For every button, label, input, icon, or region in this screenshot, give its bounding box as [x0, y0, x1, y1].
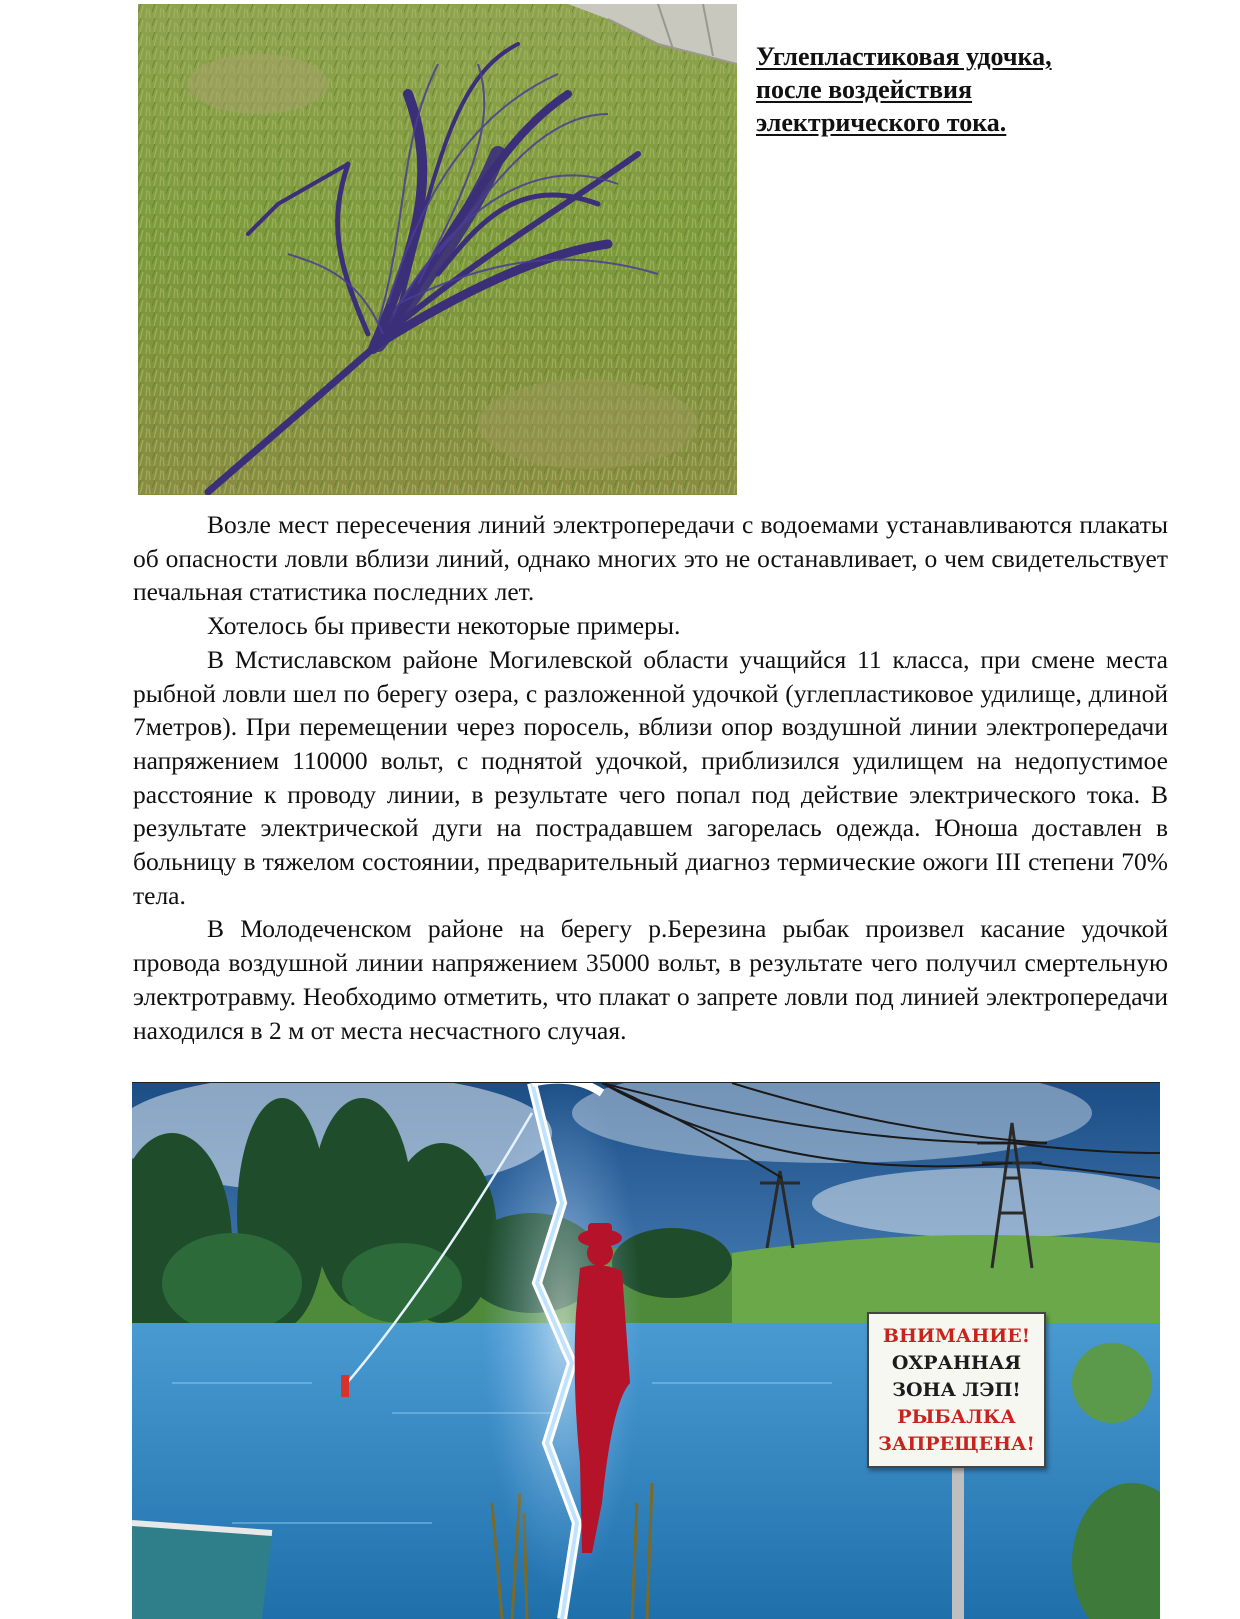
sign-line-2: ОХРАННАЯ	[891, 1352, 1022, 1374]
caption-line-1: Углепластиковая удочка,	[756, 42, 1052, 71]
photo-caption	[756, 40, 1156, 139]
burnt-rod-photo	[138, 4, 737, 495]
article-text	[133, 508, 1168, 1047]
sign-line-4: РЫБАЛКА	[897, 1406, 1016, 1428]
paragraph: В Мстиславском районе Могилевской области учащийся 11 класса, при смене места рыбной ловли шел по берегу озера, с разложенной удочкой (углепластиковое удилище, длиной 7метров). При перемещении через поросель, вблизи опор воздушной линии электропередачи напряжением 110000 вольт, с поднятой удочкой, приблизился удилищем на недопустимое расстояние к проводу линии, в результате чего попал под действие электрического тока. В результате электрической дуги на пострадавшем загорелась одежда. Юноша доставлен в больницу в тяжелом состоянии, предварительный диагноз термические ожоги III степени 70% тела.	[133, 644, 1168, 910]
caption-line-2: после воздействия	[756, 75, 973, 104]
paragraph: Возле мест пересечения линий электропередачи с водоемами устанавливаются плакаты об опасности ловли вблизи линий, однако многих это не останавливает, о чем свидетельствует печальная статистика последних лет.	[133, 510, 1168, 607]
warning-illustration	[132, 1082, 1160, 1619]
sign-line-5: ЗАПРЕЩЕНА!	[878, 1433, 1035, 1455]
warning-sign	[867, 1312, 1046, 1468]
paragraph: Хотелось бы привести некоторые примеры.	[207, 611, 681, 641]
paragraph: В Молодеченском районе на берегу р.Березина рыбак произвел касание удочкой провода воздушной линии напряжением 35000 вольт, в результате чего получил смертельную электротравму. Необходимо отметить, что плакат о запрете ловли под линией электропередачи находился в 2 м от места несчастного случая.	[133, 914, 1168, 1045]
sign-line-1: ВНИМАНИЕ!	[882, 1325, 1031, 1347]
caption-line-3: электрического тока.	[756, 108, 1007, 137]
sign-line-3: ЗОНА ЛЭП!	[892, 1379, 1021, 1401]
